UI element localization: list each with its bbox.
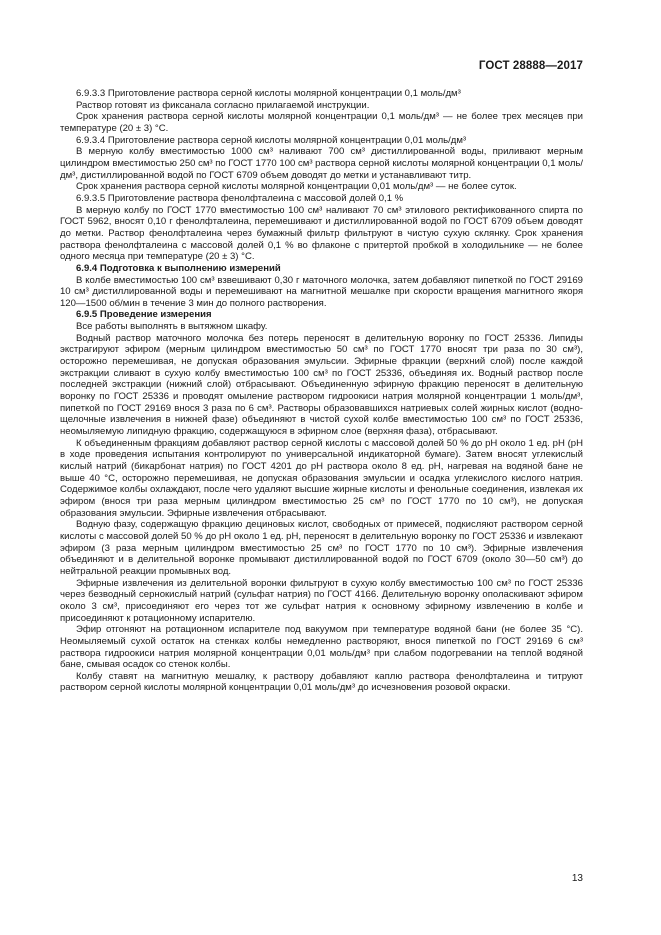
paragraph-6-9-3-4-heading: 6.9.3.4 Приготовление раствора серной кислоты молярной концентрации 0,01 моль/дм³: [76, 134, 467, 146]
paragraph-6-9-3-5-heading: 6.9.3.5 Приготовление раствора фенолфталеина с массовой долей 0,1 %: [76, 192, 404, 204]
paragraph: Водную фазу, содержащую фракцию дециновых кислот, свободных от примесей, подкисляют раствором серной кислоты с массовой долей 50 % до рН около 1 ед. рН, переносят в делительную воронку по ГОСТ 25336 и извлекают эфиром (3 раза мерным цилиндром вместимостью 25 см³ по ГОСТ 1770 по 10 см³). Эфирные извлечения объединяют и в делительной воронке промывают дистиллированной водой по ГОСТ 6709 (около 30—50 см³) до нейтральной реакции промывных вод.: [60, 519, 583, 577]
paragraph: Все работы выполнять в вытяжном шкафу.: [76, 321, 268, 333]
page-number: 13: [571, 873, 583, 884]
paragraph: Водный раствор маточного молочка без потерь переносят в делительную воронку по ГОСТ 25336. Липиды экстрагируют эфиром (мерным цилиндром вместимостью 50 см³ по ГОСТ 1770 вносят три раза по 30 см³), осторожно перемешивая, не допуская образования эмульсии. Эфирные фракции (верхний слой) после каждой экстракции сливают в сухую колбу вместимостью 100 см³ по ГОСТ 25336, объединяя их. Водный раствор после последней экстракции (нижний слой) отбрасывают. Объединенную эфирную фракцию переносят в делительную воронку по ГОСТ 25336 и проводят омыление раствором гидроокиси натрия молярной концентрации 1 моль/дм³, пипеткой по ГОСТ 29169 внося 3 раза по 6 см³. Растворы образовавшихся натриевых солей жирных кислот (водно-щелочные извлечения в нижней фазе) объединяют в чистой сухой колбе вместимостью 100 см³ по ГОСТ 25336, неомыляемую липидную фракцию, содержащуюся в эфирном слое (верхняя фаза), отбрасывают.: [60, 332, 583, 438]
section-heading-6-9-4: 6.9.4 Подготовка к выполнению измерений: [76, 262, 281, 274]
paragraph: К объединенным фракциям добавляют раствор серной кислоты с массовой долей 50 % до рН около 1 ед. рН (рН в ходе проведения испытания контролируют по универсальной индикаторной бумаге). Затем вносят углекислый кислый натрий (бикарбонат натрия) по ГОСТ 4201 до рН раствора около 8 ед. рН, нагревая на водяной бане не выше 40 °С, осторожно перемешивая, не допуская образования эмульсии и осадка углекислого кислого натрия. Содержимое колбы охлаждают, после чего удаляют высшие жирные кислоты и фенольные соединения, извлекая их эфиром (внося три раза мерным цилиндром вместимостью 25 см³ по ГОСТ 1770 по 10 см³), не допуская образования эмульсии. Эфирные извлечения отбрасывают.: [60, 437, 583, 519]
paragraph: В мерную колбу по ГОСТ 1770 вместимостью 100 см³ наливают 70 см³ этилового ректификованного спирта по ГОСТ 5962, вносят 0,10 г фенолфталеина, перемешивают и дистиллированной водой по ГОСТ 6709 объем доводят до метки. Раствор фенолфталеина через бумажный фильтр фильтруют в чистую сухую склянку. Срок хранения раствора фенолфталеина с массовой долей 0,1 % во флаконе с притертой пробкой в холодильнике — не более одного месяца при температуре (20 ± 3) °С.: [60, 204, 583, 263]
standard-code: ГОСТ 28888—2017: [478, 60, 583, 72]
paragraph-6-9-3-3-heading: 6.9.3.3 Приготовление раствора серной кислоты молярной концентрации 0,1 моль/дм³: [76, 88, 461, 99]
paragraph: Срок хранения раствора серной кислоты молярной концентрации 0,1 моль/дм³ — не более трех месяцев при температуре (20 ± 3) °С.: [60, 111, 583, 134]
paragraph: В колбе вместимостью 100 см³ взвешивают 0,30 г маточного молочка, затем добавляют пипеткой по ГОСТ 29169 10 см³ дистиллированной воды и перемешивают на магнитной мешалке при скорости вращения магнитного якоря 120—1500 об/мин в течение 3 мин до полного растворения.: [60, 274, 583, 309]
paragraph: Эфирные извлечения из делительной воронки фильтруют в сухую колбу вместимостью 100 см³ по ГОСТ 25336 через безводный сернокислый натрий (сульфат натрия) по ГОСТ 4166. Делительную воронку ополаскивают эфиром около 3 см³, присоединяют его через тот же сульфат натрия к основному эфирному извлечению в колбе и присоединяют к ротационному испарителю.: [60, 577, 583, 624]
paragraph: Эфир отгоняют на ротационном испарителе под вакуумом при температуре водяной бани (не более 35 °С). Неомыляемый сухой остаток на стенках колбы немедленно растворяют, внося пипеткой по ГОСТ 29169 6 см³ раствора гидроокиси натрия молярной концентрации 0,01 моль/дм³ при слабом подогревании на теплой водяной бане, смывая осадок со стенок колбы.: [60, 624, 583, 671]
paragraph: В мерную колбу вместимостью 1000 см³ наливают 700 см³ дистиллированной воды, приливают мерным цилиндром вместимостью 250 см³ по ГОСТ 1770 100 см³ раствора серной кислоты молярной концентрации 0,1 моль/дм³, дистиллированной водой по ГОСТ 6709 объем доводят до метки и устанавливают титр.: [60, 146, 584, 181]
section-heading-6-9-5: 6.9.5 Проведение измерения: [76, 309, 212, 321]
paragraph: Срок хранения раствора серной кислоты молярной концентрации 0,01 моль/дм³ — не более суток.: [76, 181, 517, 193]
paragraph: Раствор готовят из фиксанала согласно прилагаемой инструкции.: [76, 99, 370, 111]
document-body: [60, 88, 583, 694]
paragraph: Колбу ставят на магнитную мешалку, к раствору добавляют каплю раствора фенолфталеина и титруют раствором серной кислоты молярной концентрации 0,01 моль/дм³ до исчезновения розовой окраски.: [60, 670, 583, 694]
